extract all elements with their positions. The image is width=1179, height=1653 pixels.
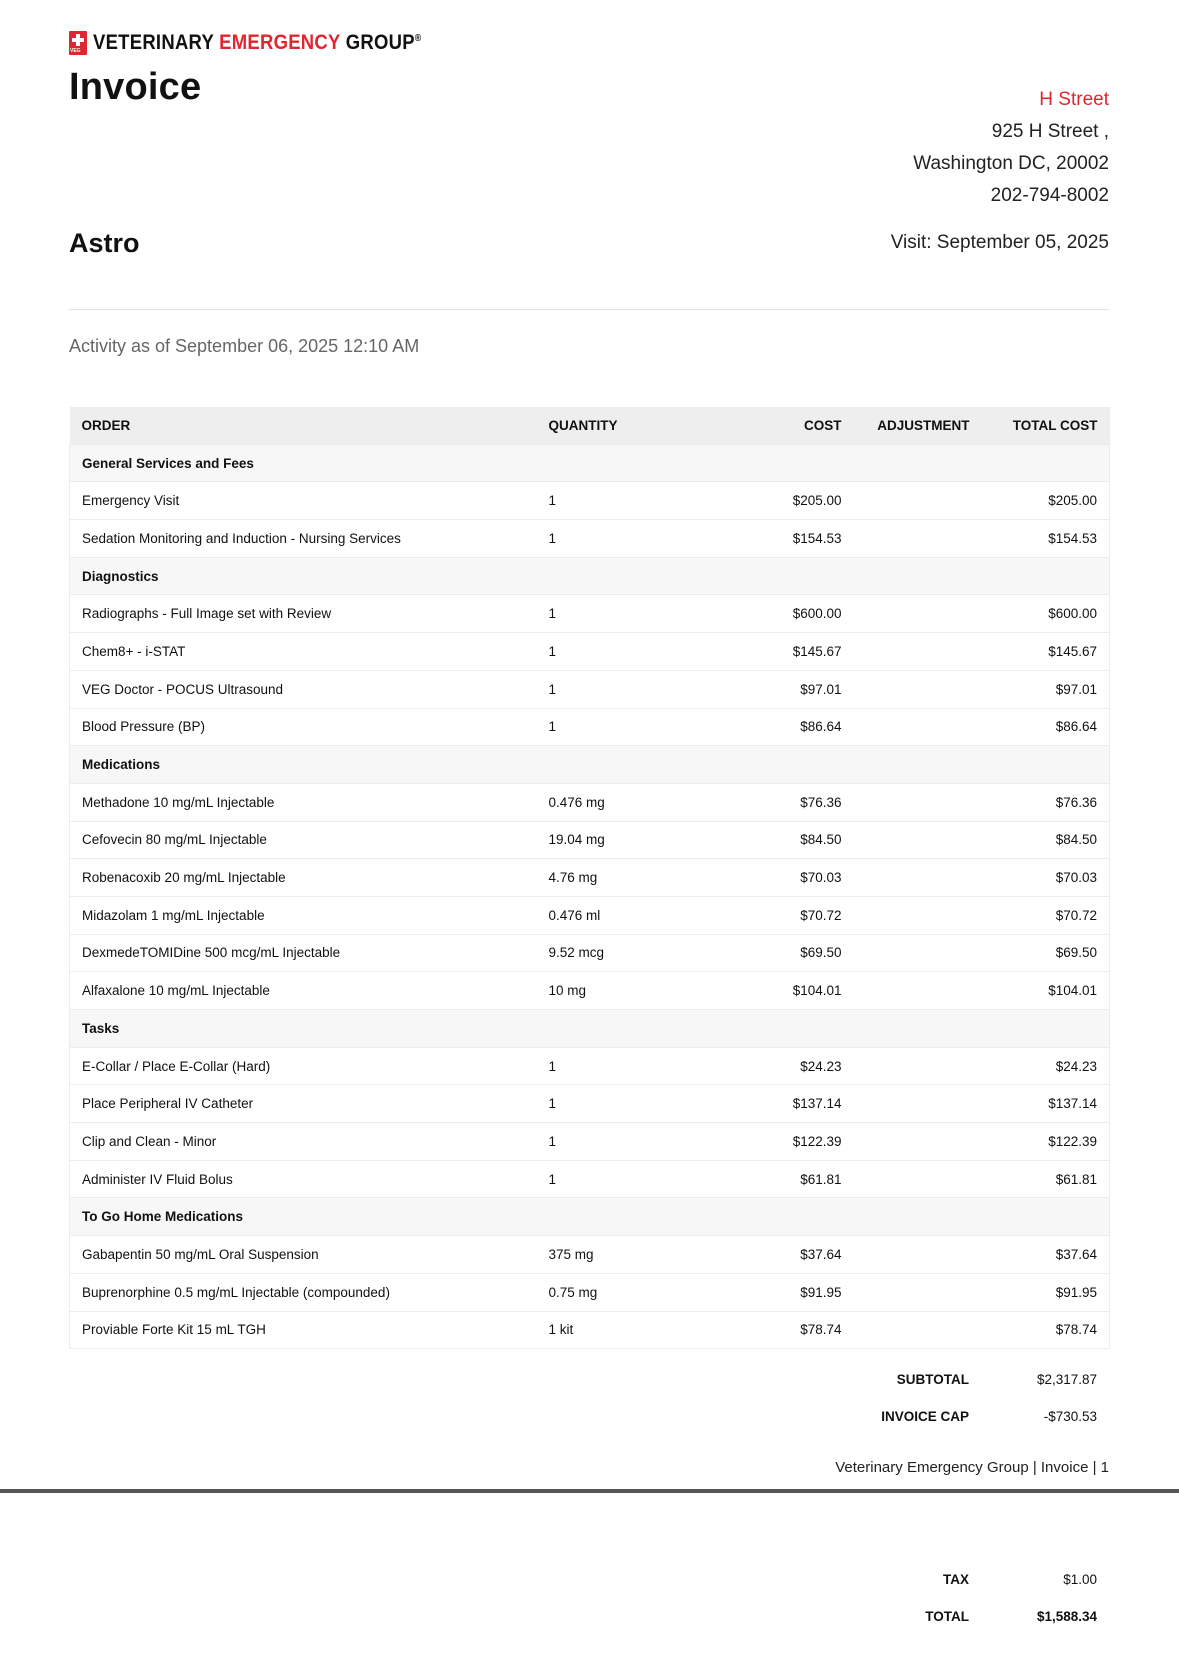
total-value: $1,588.34 — [1036, 1608, 1097, 1624]
order-cell: VEG Doctor - POCUS Ultrasound — [70, 670, 537, 708]
category-label: Diagnostics — [70, 557, 1110, 595]
registered-mark-icon: ® — [414, 33, 422, 44]
table-row — [70, 595, 1110, 633]
table-row — [70, 633, 1110, 671]
order-cell: Sedation Monitoring and Induction - Nursing Services — [70, 520, 537, 558]
category-row — [70, 1010, 1110, 1048]
total-cost-cell: $86.64 — [982, 708, 1110, 746]
total-cost-cell: $78.74 — [982, 1311, 1110, 1349]
subtotal-row — [777, 1361, 1109, 1398]
visit-date: Visit: September 05, 2025 — [890, 232, 1109, 253]
clinic-address — [913, 84, 1109, 212]
category-label: General Services and Fees — [70, 444, 1110, 482]
veg-cross-icon — [69, 31, 87, 55]
category-row — [70, 444, 1110, 482]
order-cell: Radiographs - Full Image set with Review — [70, 595, 537, 633]
subtotal-label: SUBTOTAL — [896, 1371, 969, 1387]
category-row — [70, 746, 1110, 784]
adjustment-cell — [854, 934, 982, 972]
logo-mark-text: VEG — [70, 48, 81, 54]
table-row — [70, 783, 1110, 821]
tax-label: TAX — [943, 1571, 969, 1587]
total-cost-cell: $24.23 — [982, 1047, 1110, 1085]
header-divider — [69, 309, 1109, 310]
adjustment-cell — [854, 595, 982, 633]
clinic-city: Washington DC, 20002 — [913, 153, 1109, 174]
total-cost-cell: $61.81 — [982, 1160, 1110, 1198]
category-label: To Go Home Medications — [70, 1198, 1110, 1236]
order-cell: E-Collar / Place E-Collar (Hard) — [70, 1047, 537, 1085]
adjustment-cell — [854, 1236, 982, 1274]
order-cell: Administer IV Fluid Bolus — [70, 1160, 537, 1198]
total-cost-cell: $154.53 — [982, 520, 1110, 558]
cost-cell: $84.50 — [694, 821, 854, 859]
subtotal-value: $2,317.87 — [1036, 1371, 1097, 1387]
clinic-phone: 202-794-8002 — [990, 185, 1109, 206]
quantity-cell: 1 — [537, 670, 694, 708]
quantity-cell: 375 mg — [537, 1236, 694, 1274]
adjustment-cell — [854, 896, 982, 934]
adjustment-cell — [854, 783, 982, 821]
order-cell: Chem8+ - i-STAT — [70, 633, 537, 671]
order-cell: Place Peripheral IV Catheter — [70, 1085, 537, 1123]
adjustment-cell — [854, 1311, 982, 1349]
cost-cell: $37.64 — [694, 1236, 854, 1274]
adjustment-cell — [854, 482, 982, 520]
cost-cell: $24.23 — [694, 1047, 854, 1085]
brand-logo — [69, 31, 466, 55]
adjustment-cell — [854, 859, 982, 897]
total-cost-cell: $97.01 — [982, 670, 1110, 708]
page-break-divider — [0, 1489, 1179, 1493]
quantity-cell: 0.476 mg — [537, 783, 694, 821]
total-cost-cell: $145.67 — [982, 633, 1110, 671]
total-cost-cell: $76.36 — [982, 783, 1110, 821]
quantity-cell: 1 — [537, 633, 694, 671]
category-row — [70, 1198, 1110, 1236]
invoice-table — [69, 407, 1110, 1349]
invoice-table-body — [70, 444, 1110, 1349]
adjustment-cell — [854, 520, 982, 558]
order-cell: Emergency Visit — [70, 482, 537, 520]
cost-cell: $91.95 — [694, 1273, 854, 1311]
total-label: TOTAL — [925, 1608, 969, 1624]
quantity-cell: 1 — [537, 708, 694, 746]
invoice-table-container — [69, 407, 1109, 1349]
quantity-cell: 1 — [537, 1160, 694, 1198]
cost-cell: $122.39 — [694, 1123, 854, 1161]
order-cell: Midazolam 1 mg/mL Injectable — [70, 896, 537, 934]
adjustment-cell — [854, 1085, 982, 1123]
column-header-order: ORDER — [70, 407, 537, 444]
quantity-cell: 1 kit — [537, 1311, 694, 1349]
quantity-cell: 1 — [537, 595, 694, 633]
table-row — [70, 1273, 1110, 1311]
order-cell: Methadone 10 mg/mL Injectable — [70, 783, 537, 821]
order-cell: Clip and Clean - Minor — [70, 1123, 537, 1161]
order-cell: Alfaxalone 10 mg/mL Injectable — [70, 972, 537, 1010]
total-cost-cell: $70.03 — [982, 859, 1110, 897]
quantity-cell: 10 mg — [537, 972, 694, 1010]
cost-cell: $70.72 — [694, 896, 854, 934]
table-header-row — [70, 407, 1110, 444]
category-label: Medications — [70, 746, 1110, 784]
total-cost-cell: $91.95 — [982, 1273, 1110, 1311]
brand-prefix: VETERINARY — [93, 31, 220, 54]
invoice-cap-row — [777, 1398, 1109, 1435]
clinic-street: 925 H Street , — [991, 121, 1109, 142]
cost-cell: $205.00 — [694, 482, 854, 520]
table-row — [70, 1085, 1110, 1123]
quantity-cell: 1 — [537, 1047, 694, 1085]
cost-cell: $104.01 — [694, 972, 854, 1010]
page-footer: Veterinary Emergency Group | Invoice | 1 — [835, 1459, 1109, 1476]
page-title: Invoice — [69, 66, 202, 108]
cost-cell: $600.00 — [694, 595, 854, 633]
brand-highlight: EMERGENCY — [219, 31, 341, 54]
total-cost-cell: $205.00 — [982, 482, 1110, 520]
quantity-cell: 19.04 mg — [537, 821, 694, 859]
column-header-adjustment: ADJUSTMENT — [854, 407, 982, 444]
tax-row — [777, 1561, 1109, 1598]
order-cell: DexmedeTOMIDine 500 mcg/mL Injectable — [70, 934, 537, 972]
brand-suffix: GROUP — [340, 31, 415, 54]
total-cost-cell: $137.14 — [982, 1085, 1110, 1123]
table-row — [70, 520, 1110, 558]
cost-cell: $69.50 — [694, 934, 854, 972]
total-cost-cell: $84.50 — [982, 821, 1110, 859]
cost-cell: $86.64 — [694, 708, 854, 746]
totals-block-page-2 — [777, 1561, 1109, 1634]
total-cost-cell: $600.00 — [982, 595, 1110, 633]
quantity-cell: 0.75 mg — [537, 1273, 694, 1311]
table-row — [70, 1123, 1110, 1161]
total-row — [777, 1598, 1109, 1635]
table-row — [70, 972, 1110, 1010]
total-cost-cell: $70.72 — [982, 896, 1110, 934]
table-row — [70, 708, 1110, 746]
clinic-location-name: H Street — [1039, 89, 1109, 110]
quantity-cell: 1 — [537, 520, 694, 558]
totals-block-page-1 — [777, 1361, 1109, 1434]
table-row — [70, 1047, 1110, 1085]
quantity-cell: 4.76 mg — [537, 859, 694, 897]
tax-value: $1.00 — [1063, 1571, 1097, 1587]
column-header-quantity: QUANTITY — [537, 407, 694, 444]
table-row — [70, 670, 1110, 708]
patient-name: Astro — [69, 228, 140, 258]
table-row — [70, 1311, 1110, 1349]
order-cell: Blood Pressure (BP) — [70, 708, 537, 746]
adjustment-cell — [854, 1123, 982, 1161]
cost-cell: $137.14 — [694, 1085, 854, 1123]
total-cost-cell: $69.50 — [982, 934, 1110, 972]
adjustment-cell — [854, 972, 982, 1010]
quantity-cell: 1 — [537, 1085, 694, 1123]
table-row — [70, 482, 1110, 520]
cost-cell: $70.03 — [694, 859, 854, 897]
cost-cell: $154.53 — [694, 520, 854, 558]
adjustment-cell — [854, 1047, 982, 1085]
adjustment-cell — [854, 1273, 982, 1311]
column-header-total-cost: TOTAL COST — [982, 407, 1110, 444]
table-row — [70, 1160, 1110, 1198]
adjustment-cell — [854, 670, 982, 708]
quantity-cell: 1 — [537, 1123, 694, 1161]
order-cell: Cefovecin 80 mg/mL Injectable — [70, 821, 537, 859]
cost-cell: $97.01 — [694, 670, 854, 708]
column-header-cost: COST — [694, 407, 854, 444]
order-cell: Proviable Forte Kit 15 mL TGH — [70, 1311, 537, 1349]
order-cell: Gabapentin 50 mg/mL Oral Suspension — [70, 1236, 537, 1274]
quantity-cell: 9.52 mcg — [537, 934, 694, 972]
total-cost-cell: $122.39 — [982, 1123, 1110, 1161]
adjustment-cell — [854, 1160, 982, 1198]
table-row — [70, 934, 1110, 972]
brand-wordmark — [93, 31, 422, 55]
table-row — [70, 1236, 1110, 1274]
table-row — [70, 896, 1110, 934]
cost-cell: $76.36 — [694, 783, 854, 821]
adjustment-cell — [854, 708, 982, 746]
adjustment-cell — [854, 633, 982, 671]
table-row — [70, 821, 1110, 859]
adjustment-cell — [854, 821, 982, 859]
quantity-cell: 1 — [537, 482, 694, 520]
activity-timestamp: Activity as of September 06, 2025 12:10 AM — [69, 336, 420, 356]
total-cost-cell: $104.01 — [982, 972, 1110, 1010]
total-cost-cell: $37.64 — [982, 1236, 1110, 1274]
cost-cell: $61.81 — [694, 1160, 854, 1198]
category-label: Tasks — [70, 1010, 1110, 1048]
table-row — [70, 859, 1110, 897]
cost-cell: $78.74 — [694, 1311, 854, 1349]
category-row — [70, 557, 1110, 595]
invoice-cap-value: -$730.53 — [1043, 1408, 1097, 1424]
order-cell: Buprenorphine 0.5 mg/mL Injectable (compounded) — [70, 1273, 537, 1311]
cost-cell: $145.67 — [694, 633, 854, 671]
quantity-cell: 0.476 ml — [537, 896, 694, 934]
invoice-cap-label: INVOICE CAP — [881, 1408, 969, 1424]
order-cell: Robenacoxib 20 mg/mL Injectable — [70, 859, 537, 897]
